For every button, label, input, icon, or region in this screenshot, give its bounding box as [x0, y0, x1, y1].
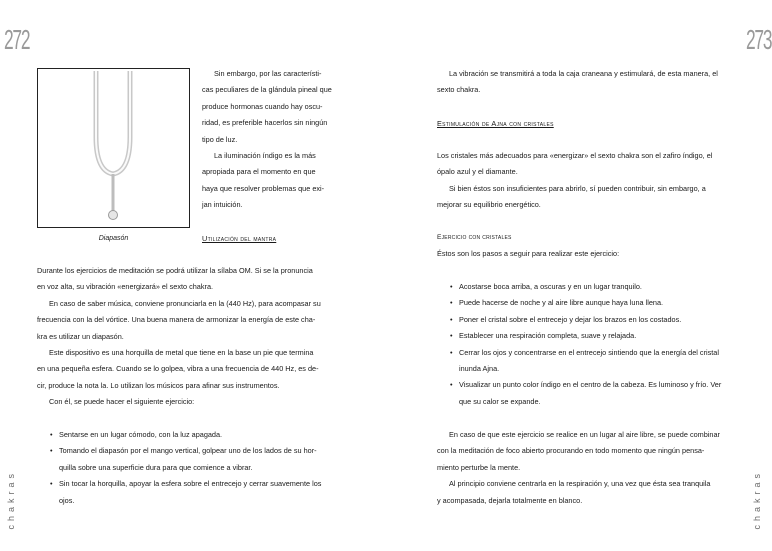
list-item: • Tomando el diapasón por el mango vertical, golpear uno de los lados de su hor- quilla sobre una superficie dura para que comience a vibrar. — [50, 446, 317, 472]
paragraph: La iluminación índigo es la más apropiada para el momento en que haya que resolver problemas que exi- jan intuición. — [202, 151, 325, 210]
subheading-ejercicio: Ejercicio con cristales — [437, 234, 512, 241]
section-heading-cristales: Estimulación de Ajna con cristales — [437, 119, 554, 128]
body-text-left — [37, 263, 342, 411]
list-item: • Puede hacerse de noche y al aire libre aunque haya luna llena. — [450, 298, 664, 308]
paragraph: Sin embargo, por las característi- cas peculiares de la glándula pineal que produce hormonas cuando hay oscu- ridad, es preferible hacerlos sin ningún tipo de luz. — [202, 69, 332, 144]
paragraph: La vibración se transmitirá a toda la caja craneana y estimulará, de esta manera, el sexto chakra. — [437, 69, 718, 95]
page-number-left: 272 — [4, 24, 30, 55]
paragraph: Con él, se puede hacer el siguiente ejercicio: — [49, 397, 195, 407]
section-heading-mantra: Utilización del mantra — [202, 234, 277, 243]
paragraph: Este dispositivo es una horquilla de metal que tiene en la base un pie que termina en una pequeña esfera. Cuando se lo golpea, vibra a una frecuencia de 440 Hz, es de- cir, produce la nota la. Lo utilizan los músicos para afinar sus instrumentos. — [37, 348, 319, 390]
paragraph: Los cristales más adecuados para «energizar» el sexto chakra son el zafiro índigo, el ópalo azul y el diamante. — [437, 151, 713, 177]
list-item: • Establecer una respiración completa, suave y relajada. — [450, 331, 637, 341]
paragraph: Al principio conviene centrarla en la respiración y, una vez que ésta sea tranquila y acompasada, dejarla totalmente en blanco. — [437, 479, 711, 505]
tuning-fork-illustration — [38, 69, 189, 227]
figure-side-text — [202, 66, 342, 214]
list-item: • Visualizar un punto color índigo en el centro de la cabeza. Es luminoso y frío. Ver que su calor se expande. — [450, 380, 722, 406]
intro-text-right — [437, 66, 742, 99]
paragraph: Durante los ejercicios de meditación se podrá utilizar la sílaba OM. Si se la pronuncia en voz alta, su vibración «energizará» el sexto chakra. — [37, 266, 313, 292]
side-label-right: chakras — [752, 470, 762, 530]
paragraph: Si bien éstos son insuficientes para abrirlo, sí pueden contribuir, sin embargo, a mejorar su equilibrio energético. — [437, 183, 706, 210]
tuning-fork-prongs — [96, 71, 130, 174]
figure-frame — [37, 68, 190, 228]
figure-caption: Diapasón — [98, 235, 129, 242]
list-item: • Sentarse en un lugar cómodo, con la luz apagada. — [50, 430, 223, 439]
list-item: • Poner el cristal sobre el entrecejo y dejar los brazos en los costados. — [450, 314, 682, 324]
paragraph: En caso de que este ejercicio se realice en un lugar al aire libre, se puede combinar con la meditación de foco abierto procurando en todo momento que ningún pensa- miento perturbe la mente. — [437, 430, 720, 472]
tuning-fork-sphere — [109, 211, 118, 220]
list-item: • Cerrar los ojos y concentrarse en el entrecejo sintiendo que la energía del cristal inunda Ajna. — [450, 347, 719, 374]
page-number-right: 273 — [746, 24, 772, 55]
closing-text-right — [437, 427, 742, 509]
cristales-text — [437, 148, 742, 214]
bullet-list-right — [450, 279, 742, 410]
side-label-left: chakras — [6, 470, 16, 530]
bullet-list-left — [50, 427, 342, 509]
paragraph: En caso de saber música, conviene pronunciarla en la (440 Hz), para acompasar su frecuencia con la del vórtice. Una buena manera de armonizar la energía de este cha- kra es utilizar un diapasón. — [37, 298, 321, 341]
list-item: • Sin tocar la horquilla, apoyar la esfera sobre el entrecejo y cerrar suavemente los ojos. — [50, 479, 322, 505]
subheading-intro: Éstos son los pasos a seguir para realizar este ejercicio: — [437, 249, 620, 258]
list-item: • Acostarse boca arriba, a oscuras y en un lugar tranquilo. — [450, 282, 642, 291]
